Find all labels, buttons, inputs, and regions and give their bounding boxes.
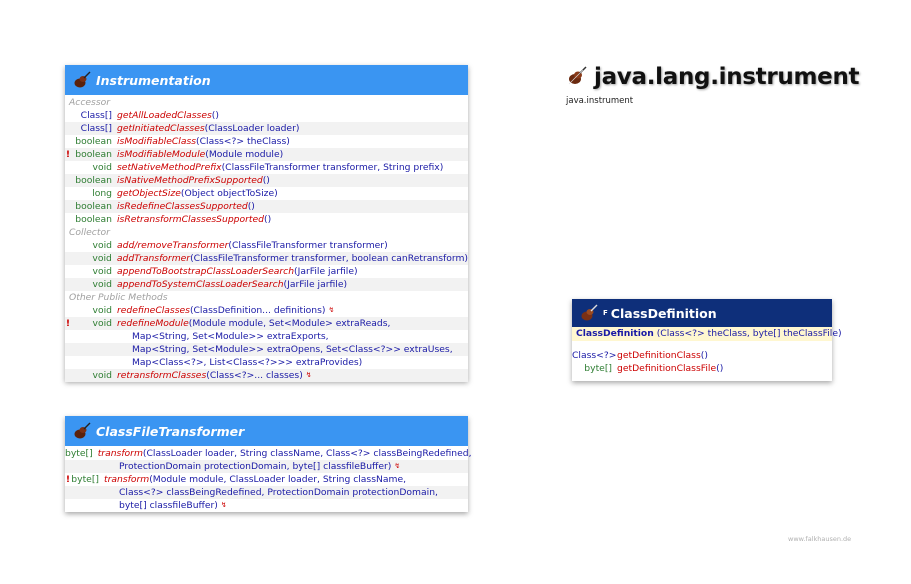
method-name: setNativeMethodPrefix [117,162,222,173]
instrumentation-header [65,65,468,95]
return-type: Class[] [80,110,112,121]
method-args: (JarFile jarfile) [283,279,348,290]
return-type: byte[] [71,474,99,485]
indent [71,499,119,512]
return-type: void [92,253,112,264]
method-args-continued: Map<String, Set<Module>> extraOpens, Set<Class<?>> extraUses, [132,344,453,355]
section-label: Collector [69,227,110,238]
violin-icon [566,66,588,89]
method-row[interactable] [65,161,468,174]
return-type: boolean [75,149,112,160]
method-row[interactable] [65,447,472,460]
module-warning-icon: ! [65,474,71,485]
method-name: add/removeTransformer [117,240,229,251]
method-row[interactable] [65,252,468,265]
credit-text: www.falkhausen.de [788,535,852,543]
method-name: appendToSystemClassLoaderSearch [117,279,284,290]
violin-icon [71,71,93,89]
method-row[interactable] [65,122,468,135]
violin-icon [71,422,93,440]
return-type: long [92,188,112,199]
page-title-block [566,64,859,90]
method-args-continued: Map<String, Set<Module>> extraExports, [132,331,329,342]
module-warning-icon: ! [65,318,71,329]
method-row[interactable] [65,213,468,226]
return-type: void [92,240,112,251]
method-row[interactable] [65,265,468,278]
page-title: java.lang.instrument [594,64,860,90]
class-name: ClassDefinition [610,305,717,321]
method-args: (Module module) [205,149,284,160]
constructor-row[interactable] [572,327,842,341]
method-args: () [211,110,219,121]
method-name: isRetransformClassesSupported [117,214,264,225]
final-modifier: F [603,309,608,317]
method-row[interactable] [65,187,468,200]
method-args-continued: byte[] classfileBuffer) [119,500,218,511]
violin-icon [578,304,600,322]
method-row[interactable] [65,499,468,512]
indent [71,356,132,369]
instrumentation-card [65,65,468,381]
method-row[interactable] [65,200,468,213]
method-name: getDefinitionClass [617,350,701,361]
method-args: (Class<?> theClass) [196,136,290,147]
method-name: isNativeMethodPrefixSupported [117,175,263,186]
method-row[interactable] [65,148,468,161]
method-args-continued: Class<?> classBeingRedefined, ProtectionDomain protectionDomain, [119,487,438,498]
throws-icon: ↯ [220,501,227,509]
method-args: (ClassDefinition... definitions) [189,305,326,316]
page-subtitle: java.instrument [566,96,634,106]
classdefinition-card [572,299,842,381]
section-label: Accessor [69,97,111,108]
class-name: Instrumentation [96,72,211,88]
method-args: (ClassFileTransformer transformer, String prefix) [221,162,444,173]
method-name: transform [104,474,150,485]
return-type: void [92,162,112,173]
method-args-continued: ProtectionDomain protectionDomain, byte[] classfileBuffer) [119,461,392,472]
method-args-continued: Map<Class<?>, List<Class<?>>> extraProvides) [132,357,363,368]
classfiletransformer-header [65,416,468,446]
method-row[interactable] [65,369,468,382]
method-args: () [247,201,255,212]
class-name: ClassFileTransformer [96,423,245,439]
method-args: (ClassLoader loader, String className, Class<?> classBeingRedefined, [142,448,472,459]
method-name: retransformClasses [117,370,207,381]
method-args: (Module module, ClassLoader loader, String className, [149,474,407,485]
ctor-args: (Class<?> theClass, byte[] theClassFile) [653,328,842,339]
method-row[interactable] [572,349,832,362]
method-args: (Module module, Set<Module> extraReads, [188,318,391,329]
method-row[interactable] [65,460,468,473]
indent [71,486,119,499]
method-row[interactable] [65,278,468,291]
method-name: transform [97,448,143,459]
classdefinition-header [572,299,832,327]
method-name: getAllLoadedClasses [117,110,212,121]
method-row[interactable] [572,362,832,375]
method-row[interactable] [65,486,468,499]
indent [71,343,132,356]
method-args: (ClassFileTransformer transformer) [228,240,388,251]
method-row[interactable] [65,356,468,369]
method-name: isModifiableClass [117,136,197,147]
return-type: void [92,266,112,277]
return-type: boolean [75,201,112,212]
method-name: redefineClasses [117,305,190,316]
method-args: (JarFile jarfile) [294,266,358,277]
method-name: getInitiatedClasses [117,123,205,134]
throws-icon: ↯ [394,462,401,470]
classfiletransformer-card [65,416,472,512]
return-type: byte[] [65,448,93,459]
method-args: (ClassLoader loader) [204,123,300,134]
method-args: () [700,350,708,361]
method-name: getObjectSize [117,188,181,199]
return-type: void [92,370,112,381]
return-type: Class<?> [572,350,617,361]
module-warning-icon: ! [65,149,71,160]
section-label: Other Public Methods [69,292,168,303]
method-args: (ClassFileTransformer transformer, boolean canRetransform) [190,253,468,264]
method-row[interactable] [65,330,468,343]
method-name: isModifiableModule [117,149,206,160]
method-name: getDefinitionClassFile [617,363,717,374]
method-row[interactable] [65,317,468,330]
method-row[interactable] [65,109,468,122]
throws-icon: ↯ [305,371,312,379]
method-row[interactable] [65,135,468,148]
return-type: void [92,318,112,329]
ctor-name: ClassDefinition [576,328,654,339]
return-type: Class[] [80,123,112,134]
return-type: boolean [75,136,112,147]
method-args: () [264,214,272,225]
method-name: appendToBootstrapClassLoaderSearch [117,266,295,277]
method-row[interactable] [65,239,468,252]
method-args: (Class<?>... classes) [206,370,303,381]
indent [71,460,119,473]
return-type: byte[] [584,363,612,374]
method-args: () [262,175,270,186]
method-name: redefineModule [117,318,189,329]
method-args: (Object objectToSize) [180,188,278,199]
method-args: () [716,363,724,374]
return-type: boolean [75,214,112,225]
method-row[interactable] [65,473,468,486]
return-type: void [92,279,112,290]
throws-icon: ↯ [328,306,335,314]
method-row[interactable] [65,304,468,317]
method-row[interactable] [65,343,468,356]
indent [71,330,132,343]
return-type: void [92,305,112,316]
return-type: boolean [75,175,112,186]
method-name: isRedefineClassesSupported [117,201,248,212]
method-row[interactable] [65,174,468,187]
method-name: addTransformer [116,253,191,264]
